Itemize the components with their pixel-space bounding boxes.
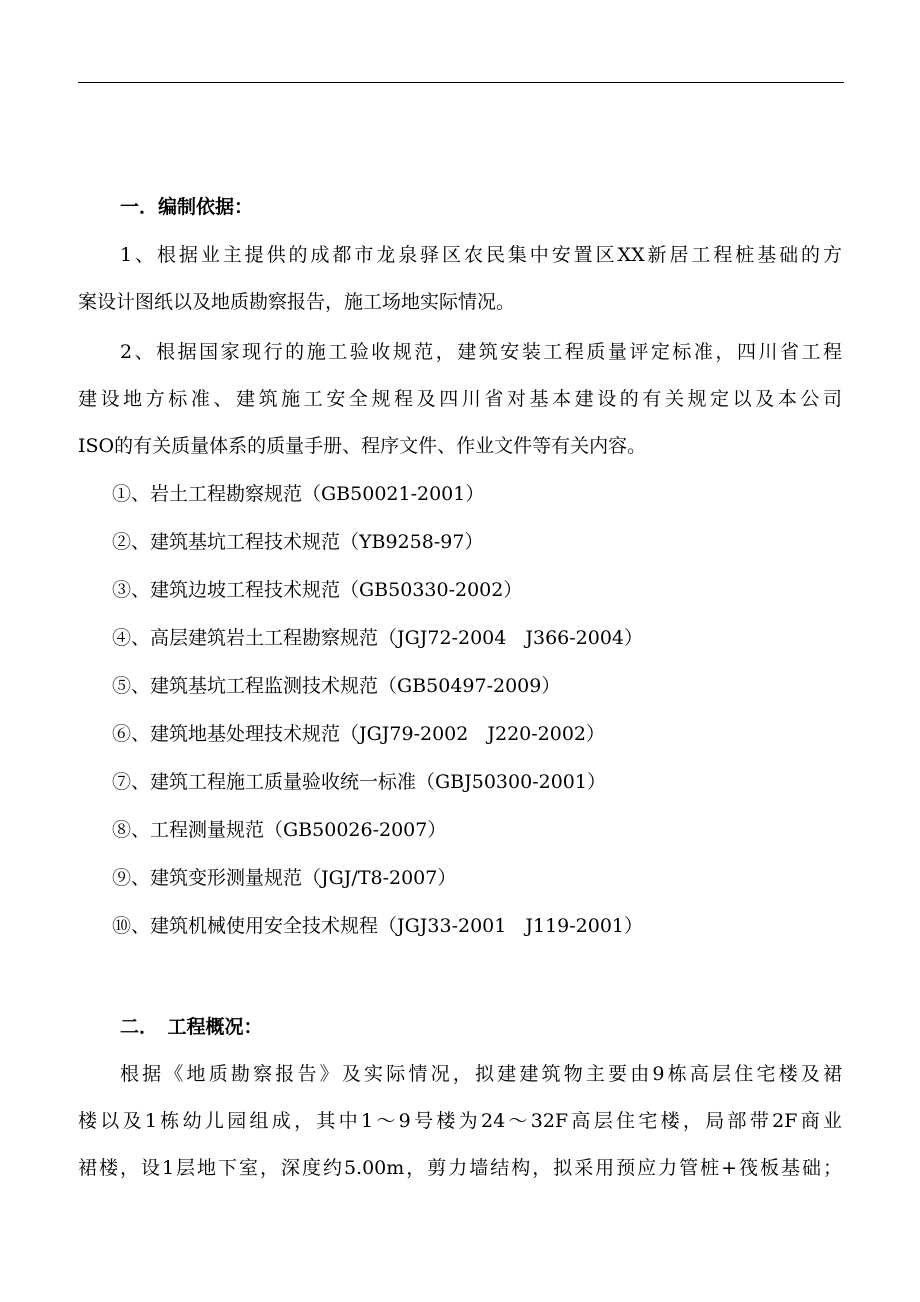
standard-item: ③、建筑边坡工程技术规范（GB50330-2002） (112, 579, 523, 601)
standard-item: ⑤、建筑基坑工程监测技术规范（GB50497-2009） (112, 675, 561, 697)
standard-item: ⑥、建筑地基处理技术规范（JGJ79-2002 J220-2002） (112, 723, 606, 745)
standard-item: ⑧、工程测量规范（GB50026-2007） (112, 819, 447, 841)
standard-item: ⑩、建筑机械使用安全技术规程（JGJ33-2001 J119-2001） (112, 915, 644, 937)
standard-item: ⑦、建筑工程施工质量验收统一标准（GBJ50300-2001） (112, 771, 606, 793)
paragraph-line: 根据《地质勘察报告》及实际情况，拟建建筑物主要由9栋高层住宅楼及裙 (120, 1063, 842, 1085)
standard-item: ⑨、建筑变形测量规范（JGJ/T8-2007） (112, 867, 457, 889)
paragraph-line: 案设计图纸以及地质勘察报告，施工场地实际情况。 (78, 291, 516, 313)
paragraph-line: 裙楼，设1层地下室，深度约5.00m，剪力墙结构，拟采用预应力管桩+筏板基础； (78, 1157, 842, 1179)
section-heading-overview: 二． 工程概况： (120, 1016, 263, 1038)
section-heading-basis: 一．编制依据： (120, 196, 254, 218)
header-rule (78, 82, 844, 83)
standard-item: ④、高层建筑岩土工程勘察规范（JGJ72-2004 J366-2004） (112, 627, 644, 649)
standard-item: ①、岩土工程勘察规范（GB50021-2001） (112, 483, 485, 505)
paragraph-line: 2、根据国家现行的施工验收规范，建筑安装工程质量评定标准，四川省工程 (120, 341, 842, 363)
paragraph-line: 楼以及1栋幼儿园组成，其中1～9号楼为24～32F高层住宅楼，局部带2F商业 (78, 1110, 842, 1132)
paragraph-line: 1、根据业主提供的成都市龙泉驿区农民集中安置区XX新居工程桩基础的方 (120, 244, 842, 266)
paragraph-line: ISO的有关质量体系的质量手册、程序文件、作业文件等有关内容。 (78, 435, 647, 457)
standard-item: ②、建筑基坑工程技术规范（YB9258-97） (112, 531, 484, 553)
paragraph-line: 建设地方标准、建筑施工安全规程及四川省对基本建设的有关规定以及本公司 (78, 388, 842, 410)
